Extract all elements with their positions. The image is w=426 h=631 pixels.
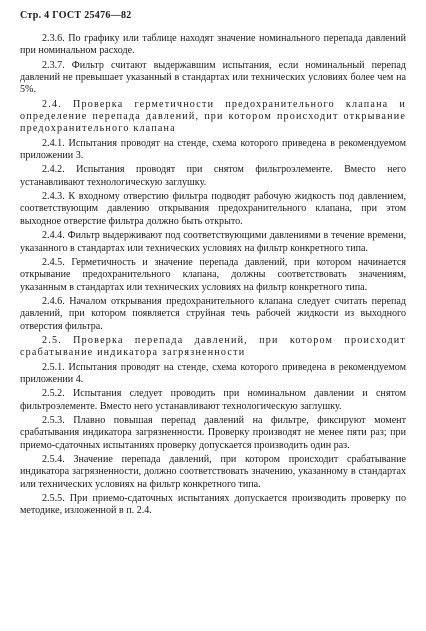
paragraph-2-4-1: 2.4.1. Испытания проводят на стенде, схема которого приведена в рекомендуемом приложении 3.	[20, 137, 406, 162]
paragraph-2-4-3: 2.4.3. К входному отверстию фильтра подводят рабочую жидкость под давлением, соответствующим давлению открывания предохранительного клапана, при этом выходное отверстие фильтра должно быть открыто.	[20, 191, 406, 227]
paragraph-2-5-3: 2.5.3. Плавно повышая перепад давлений на фильтре, фиксируют момент срабатывания индикатора загрязненности. Проверку производят не менее пяти раз; при приемо-сдаточных испытаниях проверку допускается производить один раз.	[20, 414, 406, 451]
page-header: Стр. 4 ГОСТ 25476—82	[20, 10, 132, 21]
paragraph-2-5-1: 2.5.1. Испытания проводят на стенде, схема которого приведена в рекомендуемом приложении 4.	[20, 361, 406, 385]
paragraph-2-3-6: 2.3.6. По графику или таблице находят значение номинального перепада давлений при номинальном расходе.	[20, 33, 406, 57]
paragraph-2-5-5: 2.5.5. При приемо-сдаточных испытаниях допускается производить проверку по методике, изложенной в п. 2.4.	[20, 493, 406, 517]
paragraph-2-4-5: 2.4.5. Герметичность и значение перепада давлений, при котором начинается открывание предохранительного клапана, должны соответствовать значениям, указанным в стандартах или технических условиях на фильтр конкретного типа.	[20, 256, 406, 293]
paragraph-2-3-7: 2.3.7. Фильтр считают выдержавшим испытания, если номинальный перепад давлений не превышает указанный в стандартах или технических условиях более чем на 5%.	[20, 59, 406, 96]
paragraph-2-4-2: 2.4.2. Испытания проводят при снятом фильтроэлементе. Вместо него устанавливают технологическую заглушку.	[20, 164, 406, 188]
paragraph-2-4-4: 2.4.4. Фильтр выдерживают под соответствующими давлениями в течение времени, указанного в стандартах или технических условиях на фильтр конкретного типа.	[20, 230, 406, 254]
paragraph-2-4-6: 2.4.6. Началом открывания предохранительного клапана следует считать перепад давлений, при котором появляется струйная течь рабочей жидкости из выходного отверстия фильтра.	[20, 295, 406, 332]
paragraph-2-5-4: 2.5.4. Значение перепада давлений, при котором происходит срабатывание индикатора загрязненности, должно соответствовать значению, указанному в стандартах или технических условиях на фильтр конкретного типа.	[20, 454, 406, 490]
document-body	[20, 33, 406, 518]
section-heading-2-4: 2.4. Проверка герметичности предохранительного клапана и определение перепада давлений, при котором происходит открывание предохранительного клапана	[20, 98, 406, 135]
section-heading-2-5: 2.5. Проверка перепада давлений, при котором происходит срабатывание индикатора загрязненности	[20, 334, 406, 359]
paragraph-2-5-2: 2.5.2. Испытания следует проводить при номинальном давлении и снятом фильтроэлементе. Вместо него устанавливают технологическую заглушку.	[20, 388, 406, 412]
